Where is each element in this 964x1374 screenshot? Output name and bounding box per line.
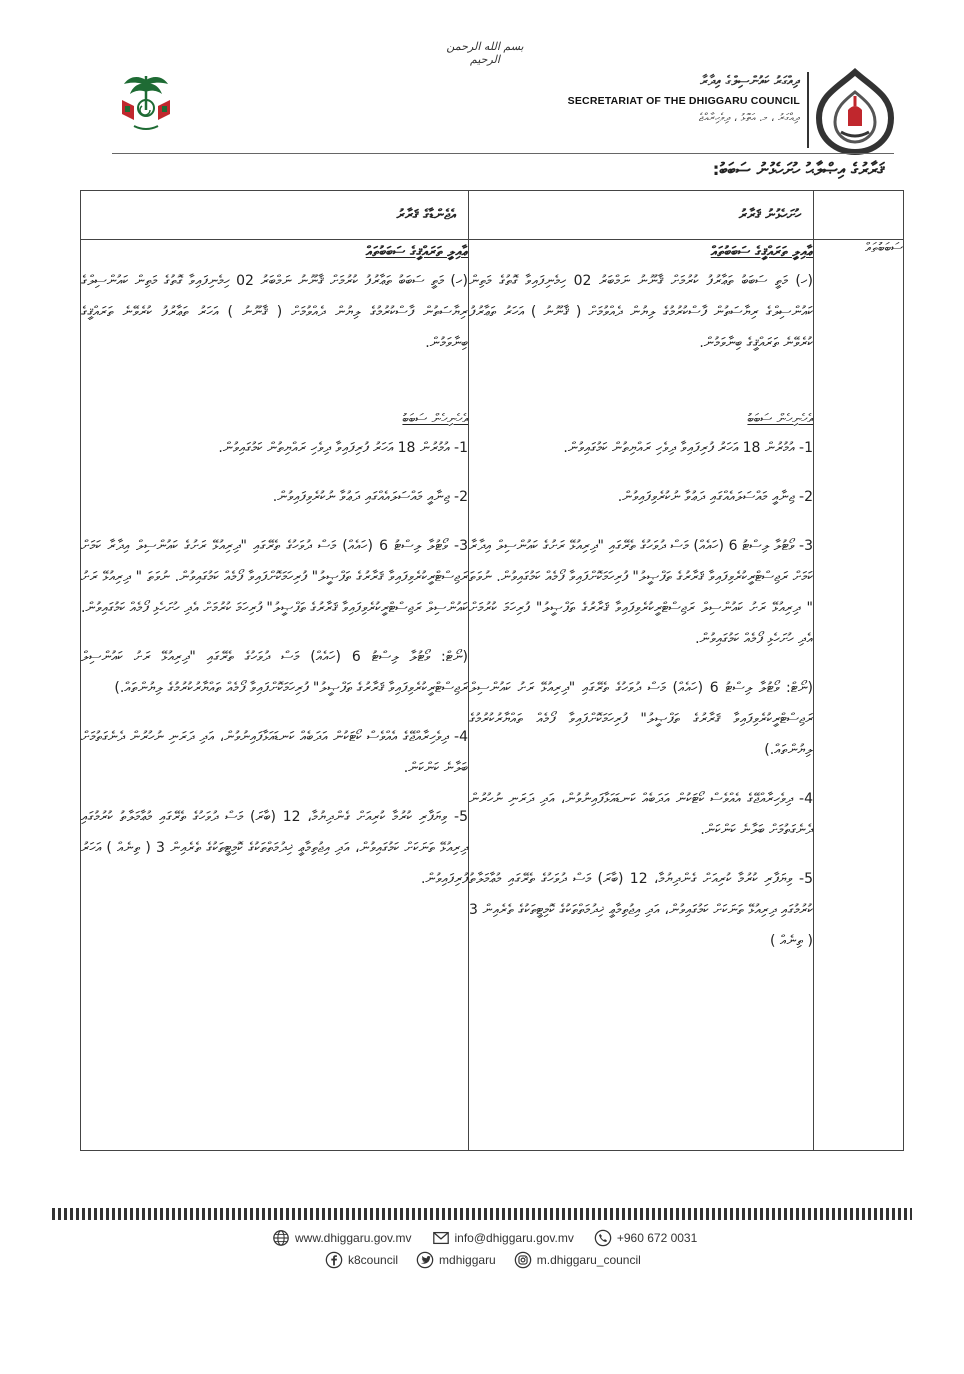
footer-instagram[interactable] (514, 1251, 641, 1269)
footer-contact-row (272, 1226, 697, 1250)
bismillah-calligraphy: بسم الله الرحمن الرحيم (446, 40, 524, 66)
current-resolution-cell (81, 240, 469, 1151)
current-section-title: ޢާއިލީ ތަރައްޤީގެ ސަބަބުތައް (365, 244, 468, 260)
globe-icon (272, 1229, 290, 1247)
phone-icon (594, 1229, 612, 1247)
header-proposed-resolution: ހުށަހެޅުނު ޤަރާރު (469, 191, 814, 240)
proposed-item-5: 5- ވިޔަފާރި ކުރުމާ ކުރިއަށް ގެންދިޔުމާ، 12 (ބާރަ) މަސް ދުވަހުގެ ތެރޭގައި މުޢާމަލާތު ކުރުމުގައި ދިރިއުޅޭ ތަނަކަށް ކަމުގައިވުން، އަދި އިޖުތިމާޢީ ޚިދުމަތްތަކުގެ ކޮމިޓީތަކުގެ ތެރެއިން 3 ( ތިނެއް ) (469, 871, 813, 949)
state-emblem-icon (112, 70, 180, 138)
footer-social-row (325, 1248, 641, 1272)
logo-separator (807, 72, 809, 148)
email-text: info@dhiggaru.gov.mv (454, 1231, 574, 1245)
resolution-comparison-table (80, 190, 904, 1151)
instagram-icon (514, 1251, 532, 1269)
twitter-text: mdhiggaru (439, 1253, 496, 1267)
current-intro: (ހ) މަތީ ސަބަބު ތަޢާރުފު ކުރުމަށް ޤާނޫނު ނަމްބަރު 02 ހިމެނިފައިވާ ގޮތުގެ މަތިން ކައުންސިލްގެ ރިޔާސަތުން ފާސްކުރުމުގެ ލިޔުން ދެއްވުމަށް ( ޤާނޫނު ) އަހަރު ތަޢާރުފު ކުރެވޭނެ ތަރައްޤީގެ ބިނާވަމުން. (81, 273, 468, 351)
table-row (81, 240, 904, 1151)
council-name-english: SECRETARIAT OF THE DHIGGARU COUNCIL (567, 95, 800, 107)
footer-facebook[interactable] (325, 1251, 398, 1269)
proposed-item-4: 4- ދިވެހިރާއްޖޭގެ އެއްވެސް ކޯޓަކުން އަދަބެއް ކަނޑައަޅާފައިނުވުން، އަދި ދަރަނި ނުހުރުން ދެނެގަތުމަށް ބަލާނެ ކަންކަން. (469, 791, 813, 838)
proposed-section-title: ޢާއިލީ ތަރައްޤީގެ ސަބަބުތައް (710, 244, 813, 260)
current-item-3: 3- ވޯޓުލާ ލިސްޓު 6 (ހައެއް) މަސް ދުވަހުގެ ތެރޭގައި "ދިރިއުޅޭ ރަށުގެ ކައުންސިލް އިދާރާ ކަމަށް ރަޖިސްޓްރީކުރެވިފައިވާ ޤަރާރުގެ ތަފްޞީލު" ފުރިހަމަކޮށްފައިވާ ފޯމެއް ކަމުގައިވުން. ނުވަތަ " ދިރިއުޅޭ ރަށު ކައުންސިލް ރަޖިސްޓްރީކުރެވިފައިވާ ޤަރާރުގެ ތަފްޞީލު" ފުރިހަމަ ކުރުމަށް އެދި ހުށަހެޅި ފޯމެއް ކަމުގައިވުން. (80, 538, 468, 616)
proposed-subtitle: އެހެނިހެން ސަބަބު (747, 411, 813, 427)
facebook-icon (325, 1251, 343, 1269)
footer-email[interactable] (432, 1229, 574, 1247)
facebook-text: k8council (348, 1253, 399, 1267)
proposed-resolution-cell (469, 240, 814, 1151)
current-item-1: 1- އުމުރުން 18 އަހަރު ފުރިފައިވާ ދިވެހި ރައްޔިތުން ކަމުގައިވުން. (218, 440, 468, 456)
current-item-2: 2- ޖިނާއީ މައްސަލައެއްގައި ދަޢުވާ ނުކުރެވިފައިވުން. (272, 489, 468, 505)
council-name-block (560, 74, 800, 125)
mail-icon (432, 1229, 450, 1247)
instagram-text: m.dhiggaru_council (536, 1253, 641, 1267)
twitter-icon (416, 1251, 434, 1269)
footer-website[interactable] (272, 1229, 412, 1247)
council-address-dhivehi: ދިއްގަރު ، މ. އަތޮޅު ، ދިވެހިރާއްޖެ (698, 111, 800, 124)
current-note: (ނޯޓް: ވޯޓުލާ ލިސްޓު 6 (ހައެއް) މަސް ދުވަހުގެ ތެރޭގައި "ދިރިއުޅޭ ރަށު ކައުންސިލް ރަޖިސްޓްރީކުރެވިފައިވާ ޤަރާރުގެ ތަފްޞީލު" ފުރިހަމަކޮށްފައިވާ ފޯމެއް ތައްޔާރުކުރުމުގެ ލިޔުންތައް.) (81, 649, 468, 696)
header-rule (112, 153, 894, 154)
header-topic-cell (814, 191, 904, 240)
row-topic-reasons: ސަބަބުތައް (814, 240, 904, 1151)
current-item-5: 5- ވިޔަފާރި ކުރުމާ ކުރިއަށް ގެންދިޔުމާ، 12 (ބާރަ) މަސް ދުވަހުގެ ތެރޭގައި މުޢާމަލާތު ކުރުމުގައި ދިރިއުޅޭ ތަނަކަށް ކަމުގައިވުން، އަދި އިޖުތިމާޢީ ޚިދުމަތްތަކުގެ ކޮމިޓީތަކުގެ ތެރެއިން 3 ( ތިނެއް ) އަހަރު ފުރިފައިވުން. (81, 809, 468, 887)
website-text: www.dhiggaru.gov.mv (295, 1231, 412, 1245)
proposed-item-3: 3- ވޯޓުލާ ލިސްޓު 6 (ހައެއް) މަސް ދުވަހުގެ ތެރޭގައި "ދިރިއުޅޭ ރަށުގެ ކައުންސިލް އިދާރާ ކަމަށް ރަޖިސްޓްރީކުރެވިފައިވާ ޤަރާރުގެ ތަފްޞީލު" ފުރިހަމަކޮށްފައިވާ ފޯމެއް ކަމުގައިވުން. ނުވަތަ " ދިރިއުޅޭ ރަށު ކައުންސިލް ރަޖިސްޓްރީކުރެވިފައިވާ ޤަރާރުގެ ތަފްޞީލު" ފުރިހަމަ ކުރުމަށް އެދި ހުށަހެޅި ފޯމެއް ކަމުގައިވުން. (469, 538, 813, 647)
council-name-dhivehi: ދިއްގަރު ކައުންސިލްގެ އިދާރާ (700, 74, 800, 89)
footer-dotted-divider (52, 1208, 912, 1220)
proposed-item-1: 1- އުމުރުން 18 އަހަރު ފުރިފައިވާ ދިވެހި ރައްޔިތުން ކަމުގައިވުން. (563, 440, 813, 456)
table-header-row (81, 191, 904, 240)
footer-twitter[interactable] (416, 1251, 496, 1269)
current-subtitle: އެހެނިހެން ސަބަބު (402, 411, 468, 427)
proposed-note: (ނޯޓް: ވޯޓުލާ ލިސްޓު 6 (ހައެއް) މަސް ދުވަހުގެ ތެރޭގައި "ދިރިއުޅޭ ރަށު ކައުންސިލް ރަޖިސްޓްރީކުރެވިފައިވާ ޤަރާރުގެ ތަފްޞީލު" ފުރިހަމަކޮށްފައިވާ ފޯމެއް ތައްޔާރުކުރުމުގެ ލިޔުންތައް.) (469, 680, 813, 758)
header-current-resolution: އެޖެންޑާގެ ޤަރާރު (81, 191, 469, 240)
page-heading: ޤަރާރުގެ އިޞްލާޙު ހުށަހެޅުނު ސަބަބު: (712, 160, 884, 180)
phone-text: +960 672 0031 (616, 1231, 698, 1245)
council-logo-icon (815, 66, 895, 156)
footer-phone[interactable] (594, 1229, 697, 1247)
proposed-item-2: 2- ޖިނާއީ މައްސަލައެއްގައި ދަޢުވާ ނުކުރެވިފައިވުން. (617, 489, 813, 505)
proposed-intro: (ހ) މަތީ ސަބަބު ތަޢާރުފު ކުރުމަށް ޤާނޫނު ނަމްބަރު 02 ހިމެނިފައިވާ ގޮތުގެ މަތިން ކައުންސިލްގެ ރިޔާސަތުން ފާސްކުރުމުގެ ލިޔުން ދެއްވުމަށް ( ޤާނޫނު ) އަހަރު ތަޢާރުފު ކުރެވޭނެ ތަރައްޤީގެ ބިނާވަމުން. (469, 273, 813, 351)
current-item-4: 4- ދިވެހިރާއްޖޭގެ އެއްވެސް ކޯޓަކުން އަދަބެއް ކަނޑައަޅާފައިނުވުން، އަދި ދަރަނި ނުހުރުން ދެނެގަތުމަށް ބަލާނެ ކަންކަން. (81, 729, 468, 776)
